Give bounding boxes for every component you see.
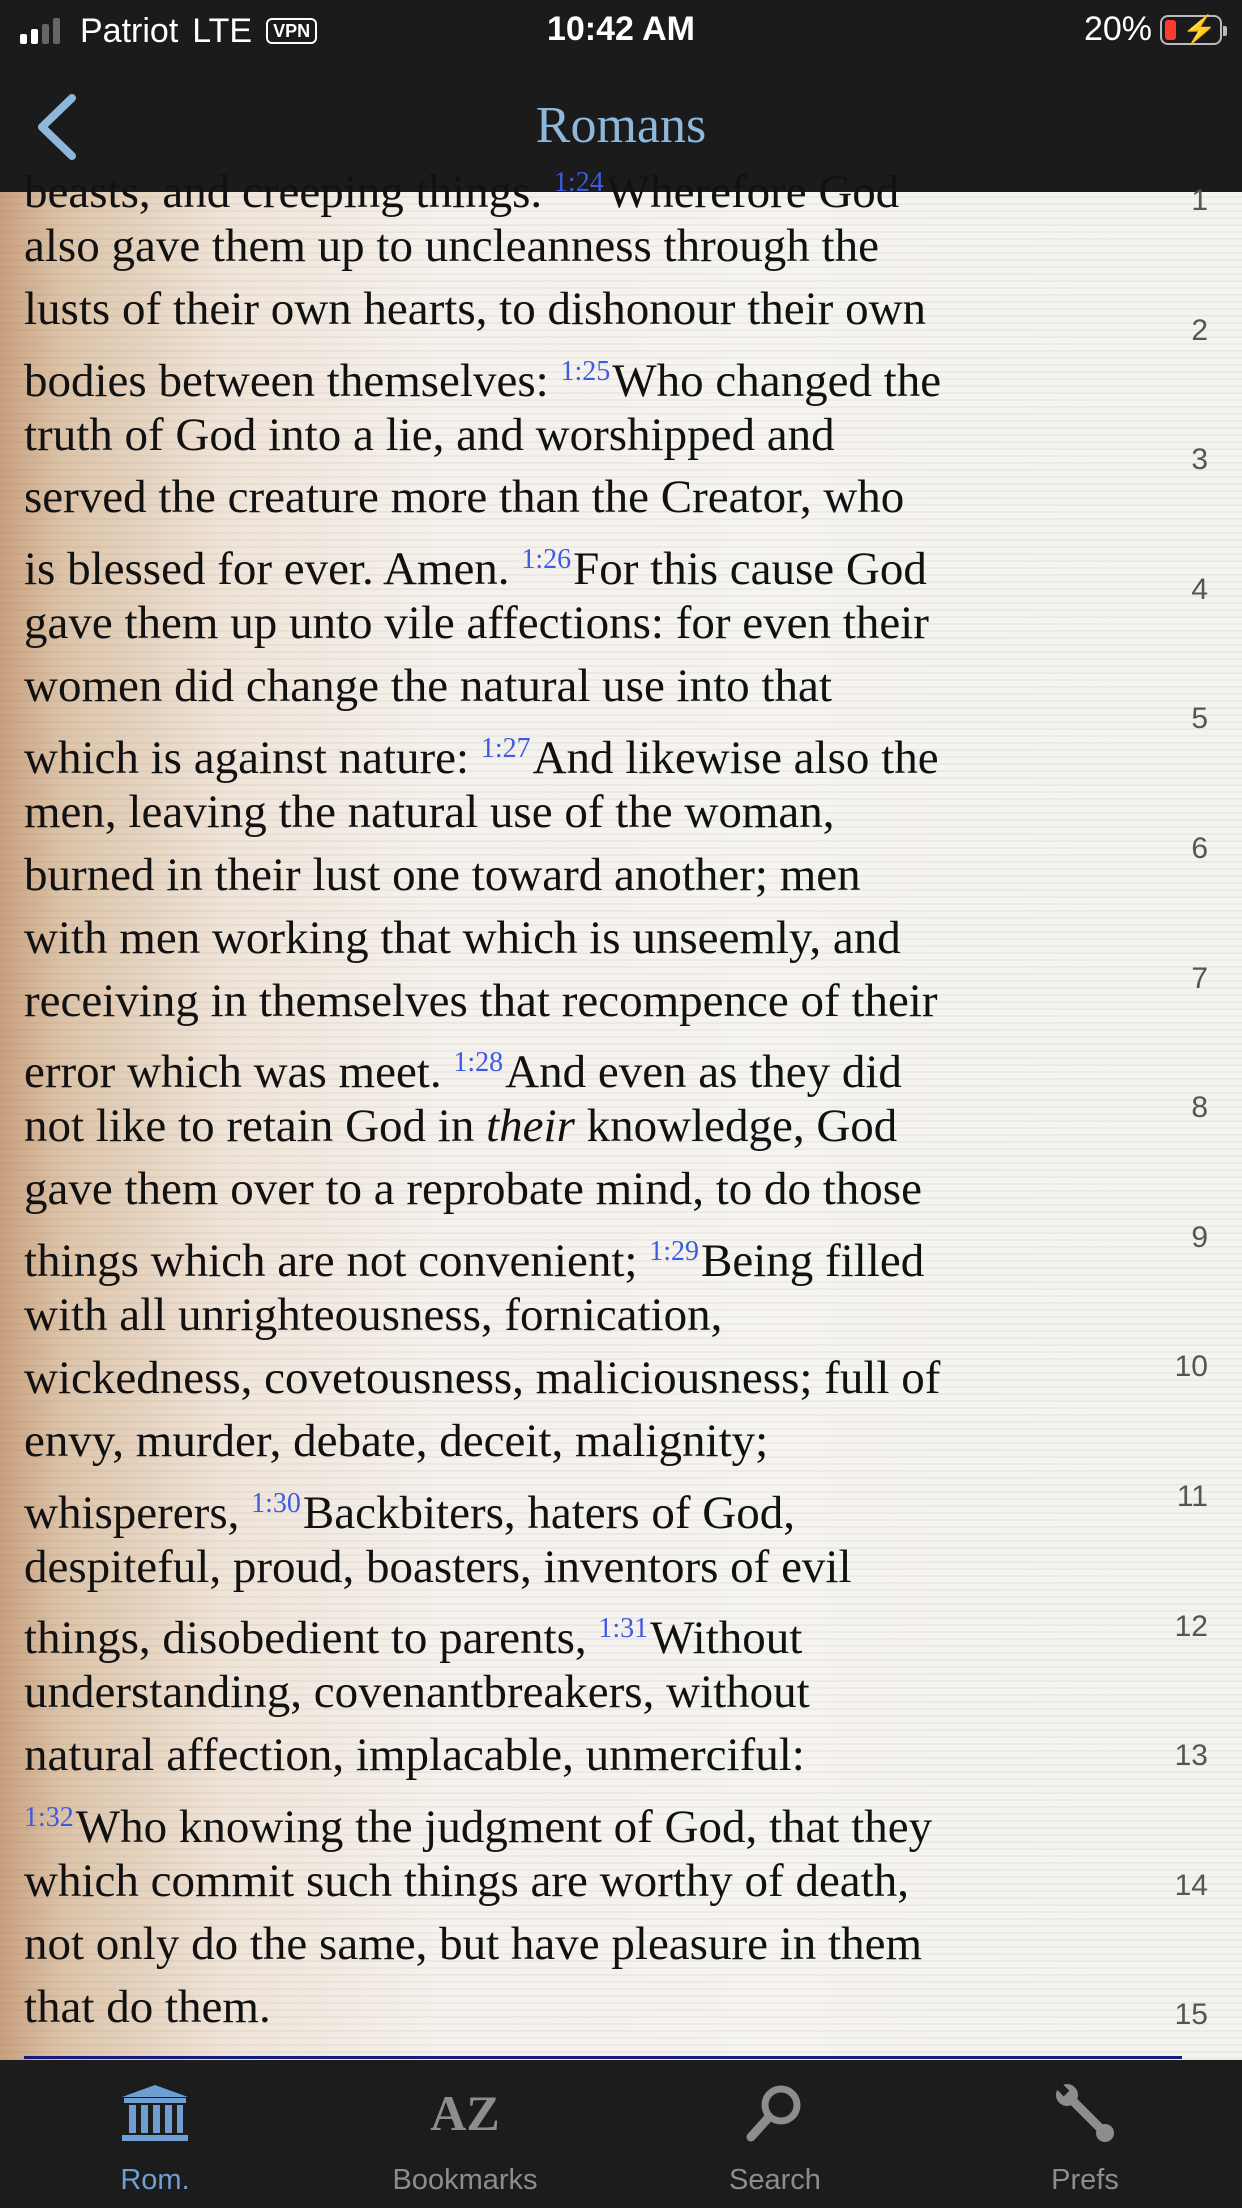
tab-label: Rom.	[120, 2164, 190, 2196]
verse-text: And likewise also the	[532, 732, 939, 785]
text-line	[24, 1284, 1184, 1347]
tab-bar	[0, 2060, 1242, 2208]
verse-text: truth of God into a lie, and worshipped and	[24, 408, 835, 461]
verse-text: understanding, covenantbreakers, without	[24, 1666, 810, 1719]
verse-text: beasts, and creeping things.	[24, 166, 554, 218]
line-number: 5	[1191, 702, 1208, 736]
text-line	[24, 1913, 1184, 1976]
line-number: 2	[1191, 313, 1208, 347]
verse-text: envy, murder, debate, deceit, malignity;	[24, 1414, 769, 1467]
verse-number[interactable]: 1:30	[251, 1487, 301, 1519]
verse-text: men, leaving the natural use of the woman,	[24, 785, 835, 838]
text-line	[24, 215, 1184, 278]
line-number: 4	[1191, 572, 1208, 606]
scripture-text	[24, 152, 1184, 2039]
line-number: 13	[1174, 1739, 1208, 1773]
text-line	[24, 718, 1184, 785]
text-line	[24, 907, 1184, 970]
verse-text: which commit such things are worthy of death,	[24, 1855, 909, 1908]
line-number: 14	[1174, 1868, 1208, 1902]
status-time: 10:42 AM	[546, 10, 696, 48]
line-number: 7	[1191, 961, 1208, 995]
line-number: 9	[1191, 1220, 1208, 1254]
vpn-badge: VPN	[266, 18, 317, 44]
tab-romans[interactable]	[0, 2060, 310, 2208]
magnifier-icon	[620, 2082, 930, 2144]
tab-bookmarks[interactable]	[310, 2060, 620, 2208]
line-number: 10	[1174, 1350, 1208, 1384]
line-number: 12	[1174, 1609, 1208, 1643]
text-line	[24, 404, 1184, 467]
text-line	[24, 1724, 1184, 1787]
verse-number[interactable]: 1:28	[453, 1047, 504, 1079]
line-number: 15	[1174, 1998, 1208, 2032]
az-icon: AZ	[430, 2085, 500, 2141]
pillar-icon	[0, 2082, 310, 2144]
text-line	[24, 592, 1184, 655]
verse-text: Being filled	[701, 1235, 925, 1288]
text-line	[24, 1221, 1184, 1288]
text-line	[24, 152, 1184, 218]
text-line	[24, 1410, 1184, 1473]
verse-text: things, disobedient to parents,	[24, 1612, 599, 1665]
page-title: Romans	[535, 97, 707, 154]
text-line	[24, 1473, 1184, 1539]
verse-text: women did change the natural use into that	[24, 660, 832, 713]
tab-label: Prefs	[1051, 2164, 1119, 2196]
battery-icon: ⚡	[1160, 15, 1222, 45]
text-line	[24, 1347, 1184, 1410]
text-line	[24, 1032, 1184, 1099]
verse-number[interactable]: 1:27	[480, 733, 531, 765]
verse-text: whisperers,	[24, 1486, 252, 1539]
tab-search[interactable]	[620, 2060, 930, 2208]
text-line	[24, 529, 1184, 596]
carrier-name: Patriot	[80, 11, 179, 50]
verse-text: which is against nature:	[24, 732, 481, 785]
tab-prefs[interactable]	[930, 2060, 1240, 2208]
text-line	[24, 781, 1184, 844]
verse-number[interactable]: 1:26	[521, 544, 572, 576]
verse-text: not like to retain God in	[24, 1100, 487, 1153]
text-line	[24, 1787, 1184, 1854]
text-line	[24, 1976, 1184, 2039]
verse-text: bodies between themselves:	[24, 354, 561, 407]
verse-text: burned in their lust one toward another; men	[24, 848, 861, 901]
verse-text: is blessed for ever. Amen.	[24, 543, 522, 596]
verse-text: receiving in themselves that recompence of their	[24, 974, 938, 1027]
text-line	[24, 1536, 1184, 1599]
verse-text: not only do the same, but have pleasure in them	[24, 1917, 923, 1970]
line-number: 3	[1191, 443, 1208, 477]
verse-text: And even as they did	[505, 1046, 902, 1099]
line-number: 1	[1191, 184, 1208, 217]
verse-text: also gave them up to uncleanness through the	[24, 219, 879, 272]
line-number: 11	[1176, 1480, 1208, 1513]
verse-text: Who changed the	[612, 354, 942, 407]
text-line	[24, 1095, 1184, 1158]
scripture-view[interactable]	[0, 166, 1242, 2060]
text-line	[24, 341, 1184, 407]
verse-text: Who knowing the judgment of God, that they	[75, 1801, 933, 1854]
verse-text: gave them over to a reprobate mind, to do those	[24, 1163, 922, 1216]
verse-text: Wherefore God	[605, 166, 900, 218]
verse-text: with men working that which is unseemly, and	[24, 911, 901, 964]
text-line	[24, 844, 1184, 907]
text-line	[24, 1598, 1184, 1665]
text-line	[24, 1850, 1184, 1913]
text-line	[24, 970, 1184, 1033]
verse-text: that do them.	[24, 1980, 271, 2033]
wrench-icon	[930, 2082, 1240, 2144]
status-right	[1084, 10, 1222, 49]
text-line	[24, 655, 1184, 718]
verse-text: with all unrighteousness, fornication,	[24, 1289, 723, 1342]
verse-text: natural affection, implacable, unmerciful:	[24, 1729, 805, 1782]
tab-label: Search	[729, 2164, 821, 2196]
verse-text: gave them up unto vile affections: for even their	[24, 597, 929, 650]
text-line	[24, 1158, 1184, 1221]
status-bar	[0, 0, 1242, 62]
verse-text: wickedness, covetousness, maliciousness; full of	[24, 1351, 941, 1404]
text-line	[24, 466, 1184, 529]
verse-text: knowledge, God	[574, 1100, 898, 1153]
verse-text: despiteful, proud, boasters, inventors of evil	[24, 1540, 852, 1593]
line-number: 8	[1191, 1091, 1208, 1125]
verse-text: error which was meet.	[24, 1046, 454, 1099]
verse-text: lusts of their own hearts, to dishonour their own	[24, 282, 927, 335]
verse-number[interactable]: 1:29	[649, 1236, 699, 1268]
verse-text: Without	[650, 1612, 803, 1665]
verse-number[interactable]: 1:31	[598, 1613, 649, 1645]
verse-text: Backbiters, haters of God,	[302, 1486, 795, 1539]
verse-text: things which are not convenient;	[24, 1235, 650, 1288]
content-divider	[24, 2056, 1182, 2059]
network-type: LTE	[192, 11, 253, 50]
text-line	[24, 1661, 1184, 1724]
verse-number[interactable]: 1:32	[24, 1802, 74, 1834]
text-line	[24, 278, 1184, 341]
verse-number[interactable]: 1:25	[560, 355, 611, 387]
verse-text: served the creature more than the Creator, who	[24, 471, 905, 524]
verse-text: For this cause God	[573, 543, 927, 596]
battery-percent: 20%	[1083, 10, 1152, 48]
verse-number[interactable]: 1:24	[553, 167, 604, 198]
italic-word: their	[486, 1100, 575, 1153]
line-number: 6	[1191, 832, 1208, 865]
tab-label: Bookmarks	[392, 2164, 538, 2196]
